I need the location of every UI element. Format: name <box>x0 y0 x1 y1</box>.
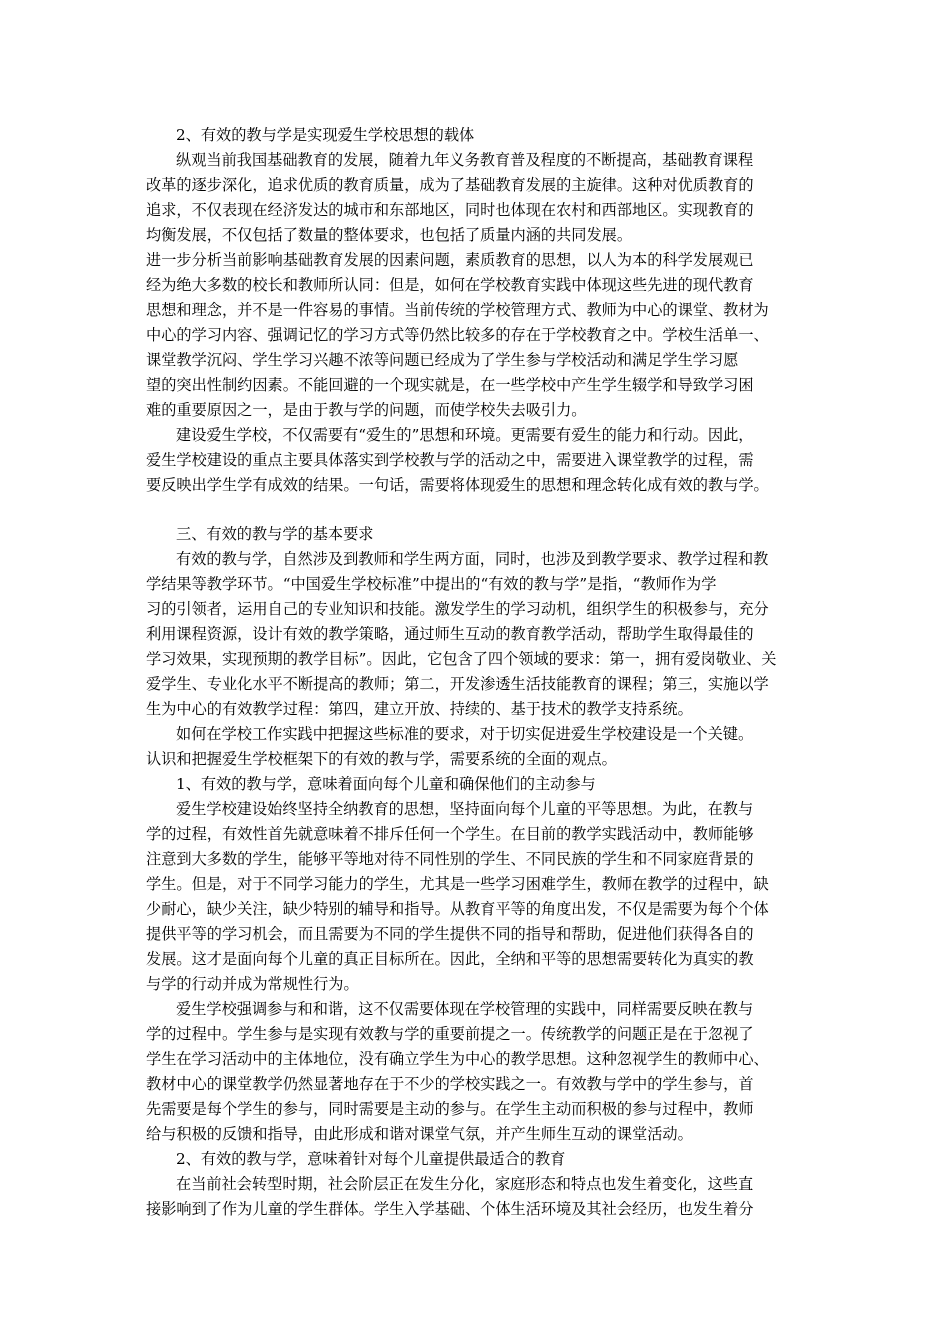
paragraph-line: 学生在学习活动中的主体地位，没有确立学生为中心的教学思想。这种忽视学生的教师中心、 <box>146 1050 769 1068</box>
paragraph-line: 注意到大多数的学生，能够平等地对待不同性别的学生、不同民族的学生和不同家庭背景的 <box>146 850 754 868</box>
paragraph-line: 认识和把握爱生学校框架下的有效的教与学，需要系统的全面的观点。 <box>146 750 617 768</box>
paragraph-line: 如何在学校工作实践中把握这些标准的要求，对于切实促进爱生学校建设是一个关键。 <box>176 725 754 743</box>
paragraph-line: 与学的行动并成为常规性行为。 <box>146 975 359 993</box>
paragraph-line: 要反映出学生学有成效的结果。一句话，需要将体现爱生的思想和理念转化成有效的教与学。 <box>146 476 769 494</box>
paragraph-line: 学结果等教学环节。“中国爱生学校标准”中提出的“有效的教与学”是指，“教师作为学 <box>146 575 717 593</box>
paragraph-line: 爱学生、专业化水平不断提高的教师；第二，开发渗透生活技能教育的课程；第三，实施以学 <box>146 675 769 693</box>
paragraph-line: 改革的逐步深化，追求优质的教育质量，成为了基础教育发展的主旋律。这种对优质教育的 <box>146 176 754 194</box>
subsection-heading: 1、有效的教与学，意味着面向每个儿童和确保他们的主动参与 <box>176 775 596 793</box>
paragraph-line: 追求，不仅表现在经济发达的城市和东部地区，同时也体现在农村和西部地区。实现教育的 <box>146 201 754 219</box>
paragraph-line: 爱生学校强调参与和和谐，这不仅需要体现在学校管理的实践中，同样需要反映在教与 <box>176 1000 754 1018</box>
paragraph-line: 先需要是每个学生的参与，同时需要是主动的参与。在学生主动而积极的参与过程中，教师 <box>146 1100 754 1118</box>
paragraph-line: 给与积极的反馈和指导，由此形成和谐对课堂气氛，并产生师生互动的课堂活动。 <box>146 1125 693 1143</box>
paragraph-line: 纵观当前我国基础教育的发展，随着九年义务教育普及程度的不断提高，基础教育课程 <box>176 151 754 169</box>
paragraph-line: 难的重要原因之一，是由于教与学的问题，而使学校失去吸引力。 <box>146 401 587 419</box>
paragraph-line: 课堂教学沉闷、学生学习兴趣不浓等问题已经成为了学生参与学校活动和满足学生学习愿 <box>146 351 739 369</box>
paragraph-line: 学的过程，有效性首先就意味着不排斥任何一个学生。在目前的教学实践活动中，教师能够 <box>146 825 754 843</box>
paragraph-line: 学习效果，实现预期的教学目标”。因此，它包含了四个领域的要求：第一，拥有爱岗敬业、关 <box>146 650 777 668</box>
paragraph-line: 经为绝大多数的校长和教师所认同：但是，如何在学校教育实践中体现这些先进的现代教育 <box>146 276 754 294</box>
paragraph-line: 望的突出性制约因素。不能回避的一个现实就是，在一些学校中产生学生辍学和导致学习困 <box>146 376 754 394</box>
paragraph-line: 发展。这才是面向每个儿童的真正目标所在。因此，全纳和平等的思想需要转化为真实的教 <box>146 950 754 968</box>
paragraph-line: 利用课程资源，设计有效的教学策略，通过师生互动的教育教学活动，帮助学生取得最佳的 <box>146 625 754 643</box>
paragraph-line: 少耐心，缺少关注，缺少特别的辅导和指导。从教育平等的角度出发，不仅是需要为每个个体 <box>146 900 769 918</box>
paragraph-line: 学生。但是，对于不同学习能力的学生，尤其是一些学习困难学生，教师在教学的过程中，缺 <box>146 875 769 893</box>
section-heading: 2、有效的教与学是实现爱生学校思想的载体 <box>176 126 475 144</box>
paragraph-line: 在当前社会转型时期，社会阶层正在发生分化，家庭形态和特点也发生着变化，这些直 <box>176 1175 754 1193</box>
paragraph-line: 中心的学习内容、强调记忆的学习方式等仍然比较多的存在于学校教育之中。学校生活单一、 <box>146 326 769 344</box>
paragraph-line: 进一步分析当前影响基础教育发展的因素问题，素质教育的思想，以人为本的科学发展观已 <box>146 251 754 269</box>
paragraph-line: 有效的教与学，自然涉及到教师和学生两方面，同时，也涉及到教学要求、教学过程和教 <box>176 550 769 568</box>
paragraph-line: 建设爱生学校，不仅需要有“爱生的”思想和环境。更需要有爱生的能力和行动。因此， <box>176 426 754 444</box>
paragraph-line: 均衡发展，不仅包括了数量的整体要求，也包括了质量内涵的共同发展。 <box>146 226 632 244</box>
paragraph-line: 生为中心的有效教学过程：第四，建立开放、持续的、基于技术的教学支持系统。 <box>146 700 693 718</box>
paragraph-line: 学的过程中。学生参与是实现有效教与学的重要前提之一。传统教学的问题正是在于忽视了 <box>146 1025 754 1043</box>
paragraph-line: 提供平等的学习机会，而且需要为不同的学生提供不同的指导和帮助，促进他们获得各自的 <box>146 925 754 943</box>
paragraph-line: 思想和理念，并不是一件容易的事情。当前传统的学校管理方式、教师为中心的课堂、教材为 <box>146 301 769 319</box>
paragraph-line: 接影响到了作为儿童的学生群体。学生入学基础、个体生活环境及其社会经历，也发生着分 <box>146 1200 754 1218</box>
subsection-heading: 2、有效的教与学，意味着针对每个儿童提供最适合的教育 <box>176 1150 566 1168</box>
paragraph-line: 爱生学校建设始终坚持全纳教育的思想，坚持面向每个儿童的平等思想。为此，在教与 <box>176 800 754 818</box>
paragraph-line: 教材中心的课堂教学仍然显著地存在于不少的学校实践之一。有效教与学中的学生参与，首 <box>146 1075 754 1093</box>
paragraph-line: 爱生学校建设的重点主要具体落实到学校教与学的活动之中，需要进入课堂教学的过程，需 <box>146 451 754 469</box>
paragraph-line: 习的引领者，运用自己的专业知识和技能。激发学生的学习动机，组织学生的积极参与，充分 <box>146 600 769 618</box>
section-heading: 三、有效的教与学的基本要求 <box>176 525 374 543</box>
